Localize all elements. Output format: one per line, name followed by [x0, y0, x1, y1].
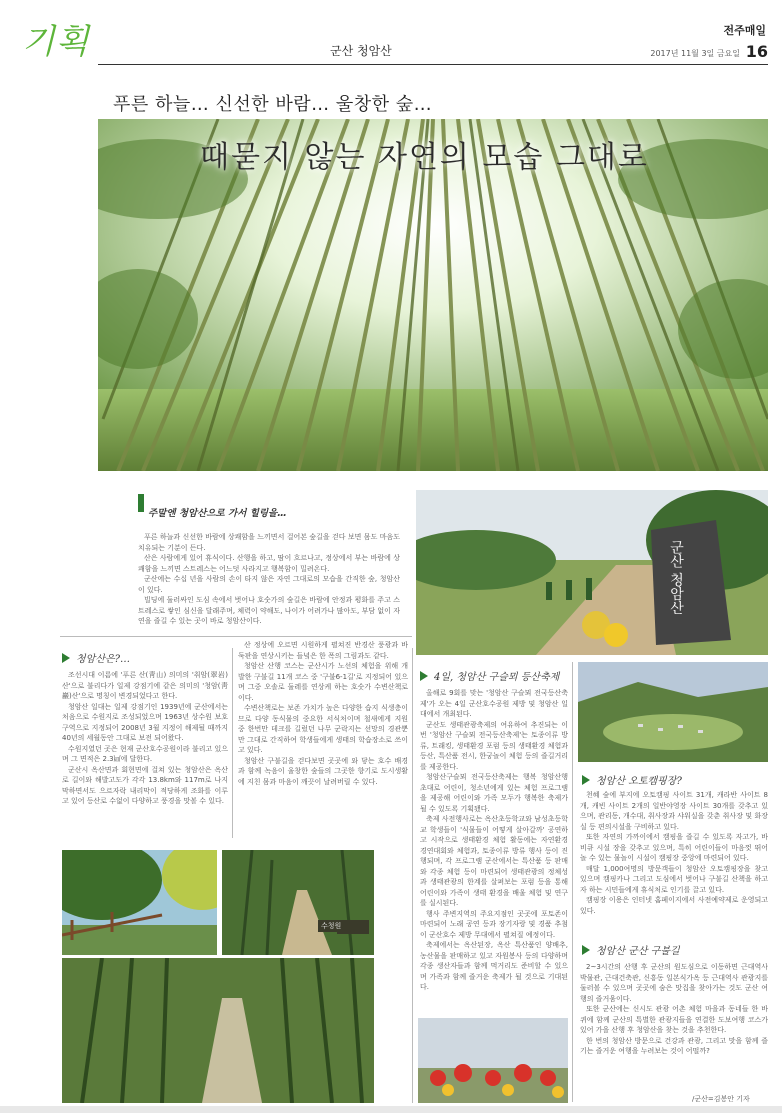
- triangle-icon: [62, 653, 70, 663]
- paragraph: 한 번의 청암산 방문으로 건강과 관광, 그리고 맛을 함께 즐기는 즐거운 여행을 누려보는 것이 어떨까?: [580, 1036, 768, 1055]
- trail-photo: [416, 490, 768, 655]
- issue-date: 2017년 11월 3일 금요일: [650, 49, 740, 58]
- paragraph: 축제에서는 옥산된장, 옥산 특산품인 양배추, 농산물을 판매하고 있고 자원봉사 등의 다양하며 각종 생산자들과 함께 먹거리도 준비할 수 있으며 가족과 함께 즐거운 축제가 될 것으로 기대된다.: [420, 941, 568, 991]
- kicker-line: 푸른 하늘… 신선한 바람… 울창한 숲…: [113, 94, 433, 115]
- section-heading-festival: [420, 668, 559, 683]
- campground-aerial-photo: [578, 662, 768, 762]
- paragraph: 청암산 구불길을 걷다보면 곳곳에 와 닿는 호수 배경과 함께 녹음이 울창한 숲들의 그곳한 향기로 도시생활에 지친 몸과 마음이 깨끗이 날려버릴 수 있다.: [238, 756, 408, 786]
- paragraph: 행사 주변지역의 주요지점인 곳곳에 포토존이 마련되어 노래 공연 등과 장기자랑 및 경품 추첨이 군산호수 제방 무대에서 펼쳐질 예정이다.: [420, 909, 568, 939]
- festival-flowers-photo: [418, 1018, 568, 1103]
- paragraph: 수변산책로는 보존 가치가 높은 다양한 습지 식생층이므로 다양 동식물의 중요한 서식처이며 철새에게 지원 중 한번만 데크를 길렀던 나무 군락지는 선망의 경관뿐만 그대로 간직하여 학생들에게 생태의 학습장소로 쓰이고 있다.: [238, 704, 408, 754]
- gubul-text: [580, 962, 768, 1057]
- paragraph: 청암산구슬뫼 전국등산축제는 행복 청암산행 초대로 어린이, 청소년에게 있는 체험 프로그램을 제공해 어린이와 가족 모두가 행복한 축제가 될 수 있도록 기획됐다.: [420, 773, 568, 813]
- bamboo-path-photo: [62, 958, 374, 1103]
- paragraph: 청암산 산행 코스는 군산시가 노선의 체험을 위해 개발한 구불길 11개 코스 중 '구불6-1길'로 지정되어 있으며 그중 오솔로 둘레를 연상케 하는 호숫가 수변산책로이다.: [238, 662, 408, 702]
- paragraph: 천혜 숲에 부지에 오토캠핑 사이트 31개, 캐라반 사이트 8개, 캐빈 사이트 2개의 일반야영장 사이트 30개를 갖추고 있으며, 관리동, 개수대, 취사장과 샤워실을 갖춘 취사장 및 화장실 등 편의시설을 구비하고 있다.: [580, 791, 768, 831]
- triangle-icon: [582, 945, 590, 955]
- section-heading-camp: [582, 772, 682, 787]
- subheading-mark: [138, 494, 144, 512]
- section-heading-text: 4일, 청암산 구슬뫼 등산축제: [434, 672, 560, 683]
- section-divider: [60, 636, 412, 637]
- festival-text: [420, 688, 568, 993]
- page-bottom-strip: [0, 1106, 782, 1113]
- section-logo: 기획: [22, 22, 90, 62]
- intro-text: [138, 532, 400, 627]
- headline: 때묻지 않는 자연의 모습 그대로: [200, 140, 649, 175]
- subheading: 주말엔 청암산으로 가서 힐링을…: [148, 508, 287, 519]
- lake-deck-photo: [62, 850, 217, 955]
- cheongam-text-left: [62, 670, 228, 807]
- section-heading-text: 청암산은?…: [76, 654, 131, 665]
- paragraph: 산 정상에 오르면 시원하게 펼쳐진 반경산 풍광과 바둑판을 연상시키는 들녘은 한 폭의 그림과도 같다.: [238, 641, 408, 660]
- section-heading-text: 청암산 오토캠핑장?: [596, 776, 682, 787]
- paragraph: 또한 군산에는 신시도 관광 어촌 체험 마을과 동네들 한 바퀴에 함께 군산의 특별한 관광지들을 연결한 도보여행 코스가 있어 가을 산행 후 청암산을 찾는 것을 추천한다.: [580, 1005, 768, 1034]
- paragraph: 매달 1,000여명의 방문객들이 청암산 오토캠핑장을 찾고 있으며 캠핑카나 그리고 도심에서 벗어나 구불길 산책을 하고자 하는 시민들에게 휴식처로 인기를 끌고 있다.: [580, 864, 768, 894]
- paragraph: 축제 사전행사로는 옥산초등학교와 남성초등학교 학생들이 '식물들이 어떻게 살아갈까' 공연하고 시작으로 생태환경 체험 활동에는 자연환경 경연대회와 체험과, 토종이류 방류 행사 등이 진행되며, 각 프로그램 군산에서는 특산품 등 판매와 각종 체험 등이 마련되어 생태관광의 정체성과 생태관광의 한계를 살펴보는 포럼 등을 통해 어린이와 가족이 생태 환경을 배울 체험 및 연구를 실시된다.: [420, 815, 568, 907]
- header-rule: [98, 64, 768, 65]
- paragraph: 캠핑장 이용은 인터넷 홈페이지에서 사전예약제로 운영되고 있다.: [580, 896, 768, 915]
- camp-text: [580, 790, 768, 916]
- column-divider: [232, 648, 233, 838]
- section-title: 군산 청암산: [330, 44, 392, 58]
- paragraph: 또한 자연의 가까이에서 캠핑을 즐길 수 있도록 자고가, 바비큐 시설 장을 갖추고 있으며, 특히 어린이들이 마음껏 뛰어놀 수 있는 물놀이 시설이 캠핑장 중앙에 마련되어 있다.: [580, 833, 768, 862]
- photo-sign-label: 수청원: [318, 920, 344, 932]
- paragraph: 2~3시간의 산행 후 군산의 원도심으로 이동하면 근대역사박물관, 근대건축관, 신흥동 일본식가옥 등 근대역사 관광지를 둘러볼 수 있으며 곳곳에 숨은 맛집을 찾아가는 것도 군산 여행의 즐거움이다.: [580, 963, 768, 1003]
- column-divider: [572, 662, 573, 1102]
- paragraph: 조선시대 이름에 '푸른 산(靑山) 의미의 '취암(翠岩)산'으로 불리다가 일제 강점기에 같은 의미의 '청암(靑巖)산'으로 명칭이 변경되었다고 한다.: [62, 671, 228, 700]
- triangle-icon: [582, 775, 590, 785]
- intro-paragraph: 빌딩에 둘러싸인 도심 속에서 벗어나 호숫가의 숲길은 바람에 안정과 평화를 주고 스트레스로 쌓인 심신을 달래주며, 체력이 약해도, 나이가 어려가나 많아도, 부담 없이 자연을 즐길 수 있는 곳이 바로 청암산이다.: [138, 596, 400, 625]
- section-heading-gubul: [582, 942, 680, 957]
- triangle-icon: [420, 671, 428, 681]
- intro-paragraph: 산은 사람에게 있어 휴식이다. 산행을 하고, 땀이 흐르나고, 정상에서 부는 바람에 상쾌함을 느끼면 스트레스는 어느덧 사라지고 행복함이 밀려온다.: [138, 554, 400, 573]
- column-divider: [412, 648, 413, 1103]
- paragraph: 올해로 9회를 맞는 '청암산 구슬뫼 전국등산축제'가 오는 4일 군산호수공원 제방 및 청암산 일대에서 개최된다.: [420, 689, 568, 718]
- reporter-credit: /군산=김봉안 기자: [692, 1095, 750, 1103]
- paragraph: 청암산 일대는 일제 강점기인 1939년에 군산에서는 처음으로 수원지로 조성되었으며 1963년 상수원 보호구역으로 지정되어 2008년 3월 지정이 해제될 때까지 40년의 세월동안 그대로 보전 되어왔다.: [62, 702, 228, 742]
- paragraph: 군산시 옥산면과 회현면에 걸쳐 있는 청암산은 옥산로 길이와 해발고도가 각각 13.8km와 117m로 나지막하면서도 으르자락 내리막이 적당하게 조화를 이루고 있어 등산로 수없이 다양하고 풍경을 맛볼 수 있다.: [62, 765, 228, 805]
- paragraph: 수원지였던 곳은 현재 군산호수공원이라 불리고 있으며 그 면적은 2.3㎢에 달한다.: [62, 744, 228, 763]
- forest-path-photo: [222, 850, 374, 955]
- cheongam-text-right: [238, 640, 408, 787]
- section-heading-cheongam: [62, 650, 130, 665]
- section-heading-text: 청암산 군산 구불길: [596, 946, 680, 957]
- intro-paragraph: 군산에는 수십 년을 사람의 손이 타지 않은 자연 그대로의 모습을 간직한 숲, 청암산이 있다.: [138, 575, 400, 594]
- page-number: 16: [745, 42, 768, 61]
- intro-paragraph: 푸른 하늘과 신선한 바람에 상쾌함을 느끼면서 걸어본 숲길을 걷다 보면 몸도 마음도 치유되는 기분이 든다.: [138, 533, 400, 552]
- paragraph: 군산도 생태관광축제의 여유하여 추진되는 이번 '청암산 구슬뫼 전국등산축제'는 토종이류 방류, 트래킹, 생태환경 포럼 등의 생태환경 체험과 등산, 특산품 전시, 한궁놀이 체험 등의 즐길거리를 제공한다.: [420, 720, 568, 771]
- rock-inscription: 군산 청암산: [668, 540, 684, 615]
- newspaper-name: 전주매일: [723, 24, 766, 37]
